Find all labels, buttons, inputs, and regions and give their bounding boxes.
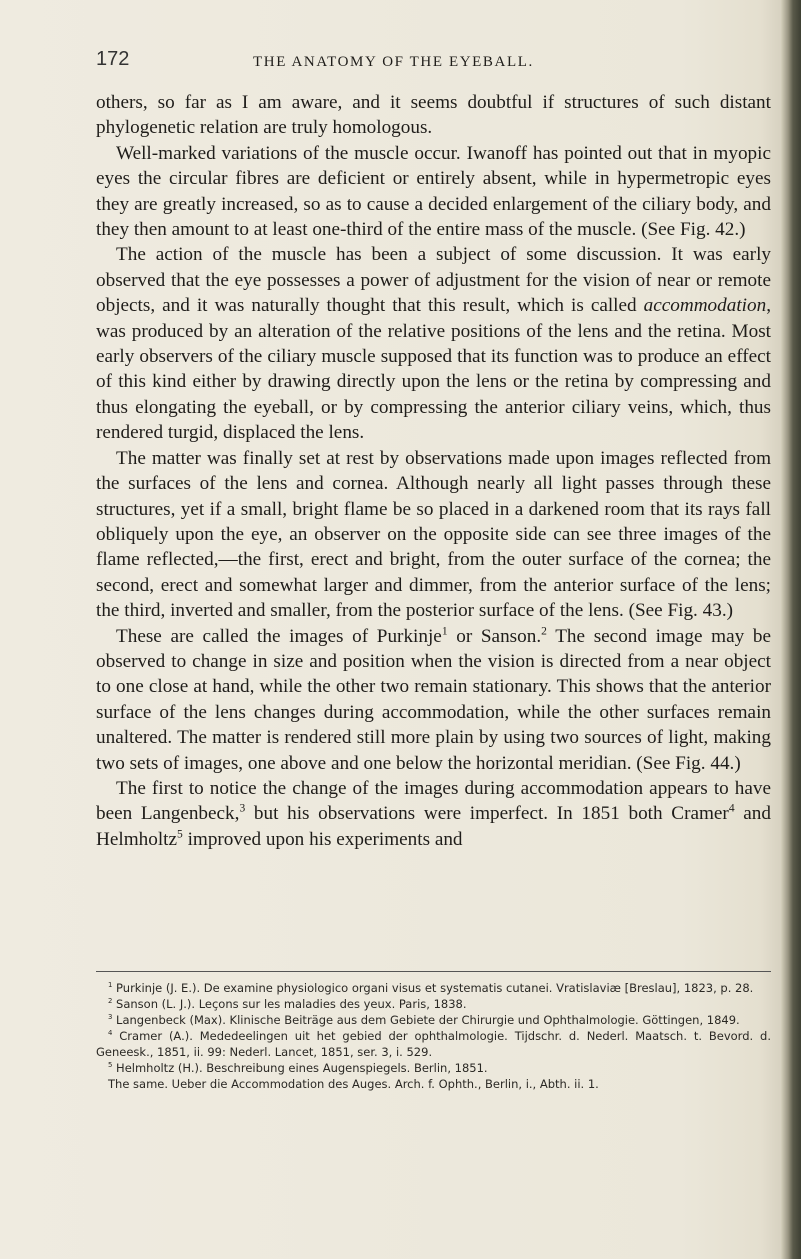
footnote-ref-4: 4 <box>728 802 735 815</box>
paragraph-3 <box>96 242 771 445</box>
footnote-rule <box>96 971 771 972</box>
paragraph-5-text-b: or Sanson. <box>447 625 542 647</box>
footnote-mark: 2 <box>108 997 113 1006</box>
paragraph-3-text-a: The action of the muscle has been a subject of some discussion. It was early observed that the eye possesses a power of adjustment for the vision of near or remote objects, and it was naturally thought that this result, which is called <box>96 244 771 317</box>
footnote-3 <box>96 1012 771 1028</box>
footnote-text: Helmholtz (H.). Beschreibung eines Augenspiegels. Berlin, 1851. <box>112 1061 488 1075</box>
paragraph-5 <box>96 624 771 776</box>
running-head: THE ANATOMY OF THE EYEBALL. <box>253 54 534 70</box>
footnotes <box>96 980 771 1092</box>
paragraph-6-text-d: improved upon his experiments and <box>182 828 463 850</box>
paragraph-2: Well-marked variations of the muscle occur. Iwanoff has pointed out that in myopic eyes the circular fibres are deficient or entirely absent, while in hypermetropic eyes they are greatly increased, so as to cause a decided enlargement of the ciliary body, and they then amount to at least one-third of the entire mass of the muscle. (See Fig. 42.) <box>96 142 771 241</box>
paragraph-5-text-c: The second image may be observed to change in size and position when the vision is directed from a near object to one close at hand, while the other two remain stationary. This shows that the anterior surface of the lens changes during accommodation, while the other surfaces remain unaltered. The matter is rendered still more plain by using two sources of light, making two sets of images, one above and one below the horizontal meridian. (See Fig. 44.) <box>96 625 771 774</box>
footnote-text: Sanson (L. J.). Leçons sur les maladies des yeux. Paris, 1838. <box>112 997 467 1011</box>
footnote-ref-1: 1 <box>441 625 448 638</box>
page-number: 172 <box>96 48 130 70</box>
paragraph-6 <box>96 776 771 852</box>
footnote-text: The same. Ueber die Accommodation des Auges. Arch. f. Ophth., Berlin, i., Abth. ii. 1. <box>108 1077 599 1091</box>
paragraph-3-text-b: , was produced by an alteration of the relative positions of the lens and the retina. Most early observers of the ciliary muscle supposed that its function was to produce an effect of this kind either by drawing directly upon the lens or the retina by compressing and thus elongating the eyeball, or by compressing the anterior ciliary veins, which, thus rendered turgid, displaced the lens. <box>96 295 771 444</box>
accommodation-term: accommodation <box>643 295 767 317</box>
paragraph-4: The matter was finally set at rest by observations made upon images reflected from the surfaces of the lens and cornea. Although nearly all light passes through these structures, yet if a small, bright flame be so placed in a darkened room that its rays fall obliquely upon the eye, an observer on the opposite side can see three images of the flame reflected,—the first, erect and bright, from the outer surface of the cornea; the second, erect and somewhat larger and dimmer, from the anterior surface of the lens; the third, inverted and smaller, from the posterior surface of the lens. (See Fig. 43.) <box>96 447 771 622</box>
footnote-ref-3: 3 <box>239 802 246 815</box>
footnote-ref-5: 5 <box>177 828 183 841</box>
footnote-mark: 5 <box>108 1061 113 1070</box>
footnote-text: Langenbeck (Max). Klinische Beiträge aus dem Gebiete der Chirurgie und Ophthalmologie. Göttingen, 1849. <box>112 1013 740 1027</box>
paragraph-6-text-a: The first to notice the change of the images during accommodation appears to have been Langenbeck, <box>96 777 771 825</box>
body-text <box>96 90 771 852</box>
footnote-text: Cramer (A.). Mededeelingen uit het gebied der ophthalmologie. Tijdschr. d. Nederl. Maatsch. t. Bevord. d. Geneesk., 1851, ii. 99: Nederl. Lancet, 1851, ser. 3, i. 529. <box>96 1029 771 1059</box>
footnote-5 <box>96 1060 771 1076</box>
paragraph-5-text-a: These are called the images of Purkinje <box>116 625 442 647</box>
footnote-ref-2: 2 <box>541 625 547 638</box>
footnote-mark: 1 <box>108 981 113 990</box>
footnote-text: Purkinje (J. E.). De examine physiologico organi visus et systematis cutanei. Vratislaviæ [Breslau], 1823, p. 28. <box>112 981 754 995</box>
paragraph-1: others, so far as I am aware, and it seems doubtful if structures of such distant phylogenetic relation are truly homologous. <box>96 92 771 139</box>
page-header <box>96 48 776 78</box>
footnote-2 <box>96 996 771 1012</box>
paragraph-6-text-b: but his observations were imperfect. In 1851 both Cramer <box>245 803 729 825</box>
page-edge-shadow <box>781 0 801 1259</box>
footnote-mark: 3 <box>108 1013 113 1022</box>
footnote-mark: 4 <box>108 1029 113 1038</box>
footnote-4 <box>96 1028 771 1060</box>
footnote-1 <box>96 980 771 996</box>
footnote-5-continued <box>96 1076 771 1092</box>
paragraph-6-text-c: and Helmholtz <box>96 803 771 850</box>
